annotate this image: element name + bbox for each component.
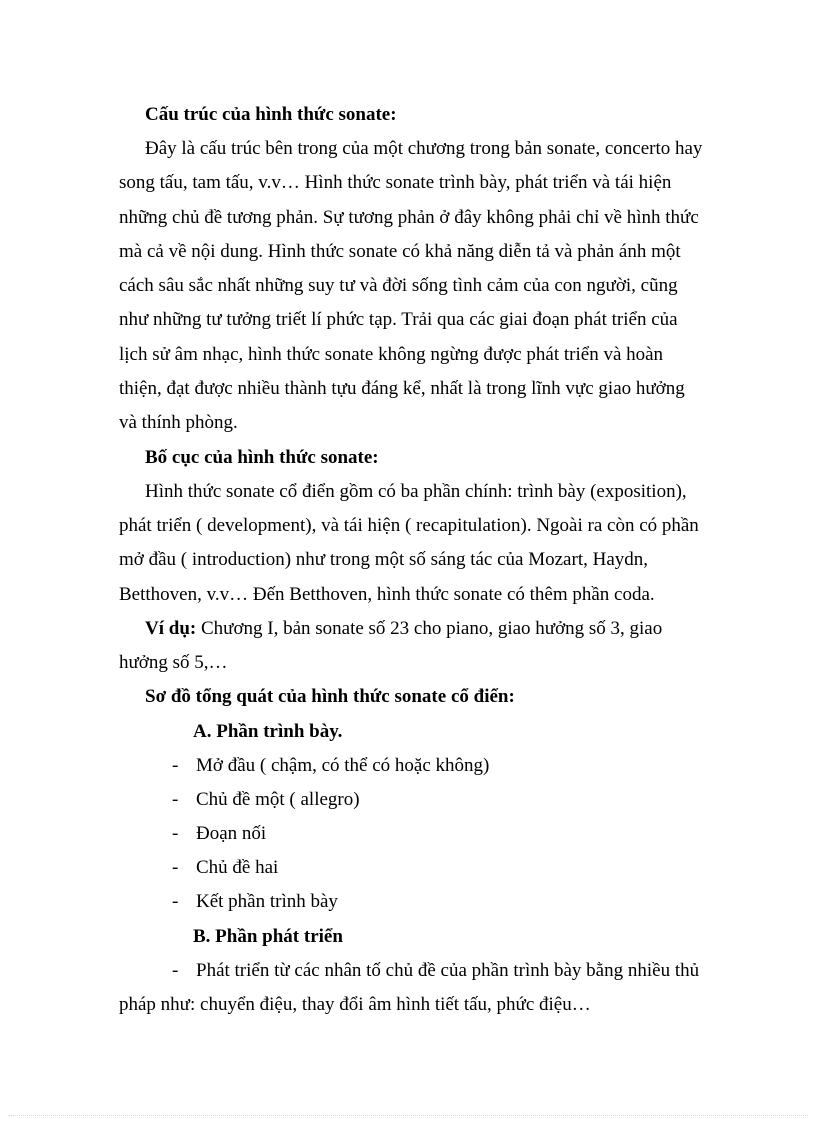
para1-line-5: cách sâu sắc nhất những suy tư và đời sống tình cảm của con người, cũng — [119, 275, 678, 296]
list-bullet: - — [172, 755, 179, 776]
section-a-title: A. Phần trình bày. — [193, 721, 343, 742]
list-item: Mở đầu ( chậm, có thể có hoặc không) — [196, 755, 490, 776]
example-line-2: hưởng số 5,… — [119, 652, 228, 673]
heading-layout: Bố cục của hình thức sonate: — [145, 447, 379, 468]
para2-line-1: Hình thức sonate cổ điển gồm có ba phần chính: trình bày (exposition), — [145, 481, 687, 502]
para1-line-9: và thính phòng. — [119, 412, 238, 433]
example-text: Chương I, bản sonate số 23 cho piano, giao hưởng số 3, giao — [196, 618, 663, 639]
section-b-item-line-1: Phát triển từ các nhân tố chủ đề của phần trình bày bằng nhiều thủ — [196, 960, 700, 981]
para1-line-3: những chủ đề tương phản. Sự tương phản ở đây không phải chỉ về hình thức — [119, 207, 699, 228]
para2-line-3: mở đầu ( introduction) như trong một số sáng tác của Mozart, Haydn, — [119, 549, 649, 570]
list-bullet: - — [172, 960, 179, 981]
para2-line-2: phát triển ( development), và tái hiện ( recapitulation). Ngoài ra còn có phần — [119, 515, 699, 536]
para1-line-8: thiện, đạt được nhiều thành tựu đáng kể, nhất là trong lĩnh vực giao hưởng — [119, 378, 685, 399]
heading-structure: Cấu trúc của hình thức sonate: — [145, 104, 397, 125]
list-item: Kết phần trình bày — [196, 891, 338, 912]
list-bullet: - — [172, 823, 179, 844]
para1-line-2: song tấu, tam tấu, v.v… Hình thức sonate trình bày, phát triển và tái hiện — [119, 172, 672, 193]
list-item: Chủ đề hai — [196, 857, 279, 878]
para1-line-1: Đây là cấu trúc bên trong của một chương trong bản sonate, concerto hay — [145, 138, 703, 159]
list-bullet: - — [172, 789, 179, 810]
section-b-title: B. Phần phát triển — [193, 926, 343, 947]
list-item: Đoạn nối — [196, 823, 267, 844]
page-bottom-divider — [8, 1115, 808, 1116]
para1-line-6: như những tư tưởng triết lí phức tạp. Trải qua các giai đoạn phát triển của — [119, 309, 678, 330]
heading-diagram: Sơ đồ tổng quát của hình thức sonate cổ điển: — [145, 686, 515, 707]
list-bullet: - — [172, 857, 179, 878]
para1-line-7: lịch sử âm nhạc, hình thức sonate không ngừng được phát triển và hoàn — [119, 344, 664, 365]
list-bullet: - — [172, 891, 179, 912]
para1-line-4: mà cả về nội dung. Hình thức sonate có khả năng diễn tả và phản ánh một — [119, 241, 681, 262]
list-item: Chủ đề một ( allegro) — [196, 789, 360, 810]
example-line-1 — [145, 617, 662, 641]
para2-line-4: Betthoven, v.v… Đến Betthoven, hình thức sonate có thêm phần coda. — [119, 584, 655, 605]
section-b-item-line-2: pháp như: chuyển điệu, thay đổi âm hình tiết tấu, phức điệu… — [119, 994, 591, 1015]
example-label: Ví dụ: — [145, 618, 197, 639]
